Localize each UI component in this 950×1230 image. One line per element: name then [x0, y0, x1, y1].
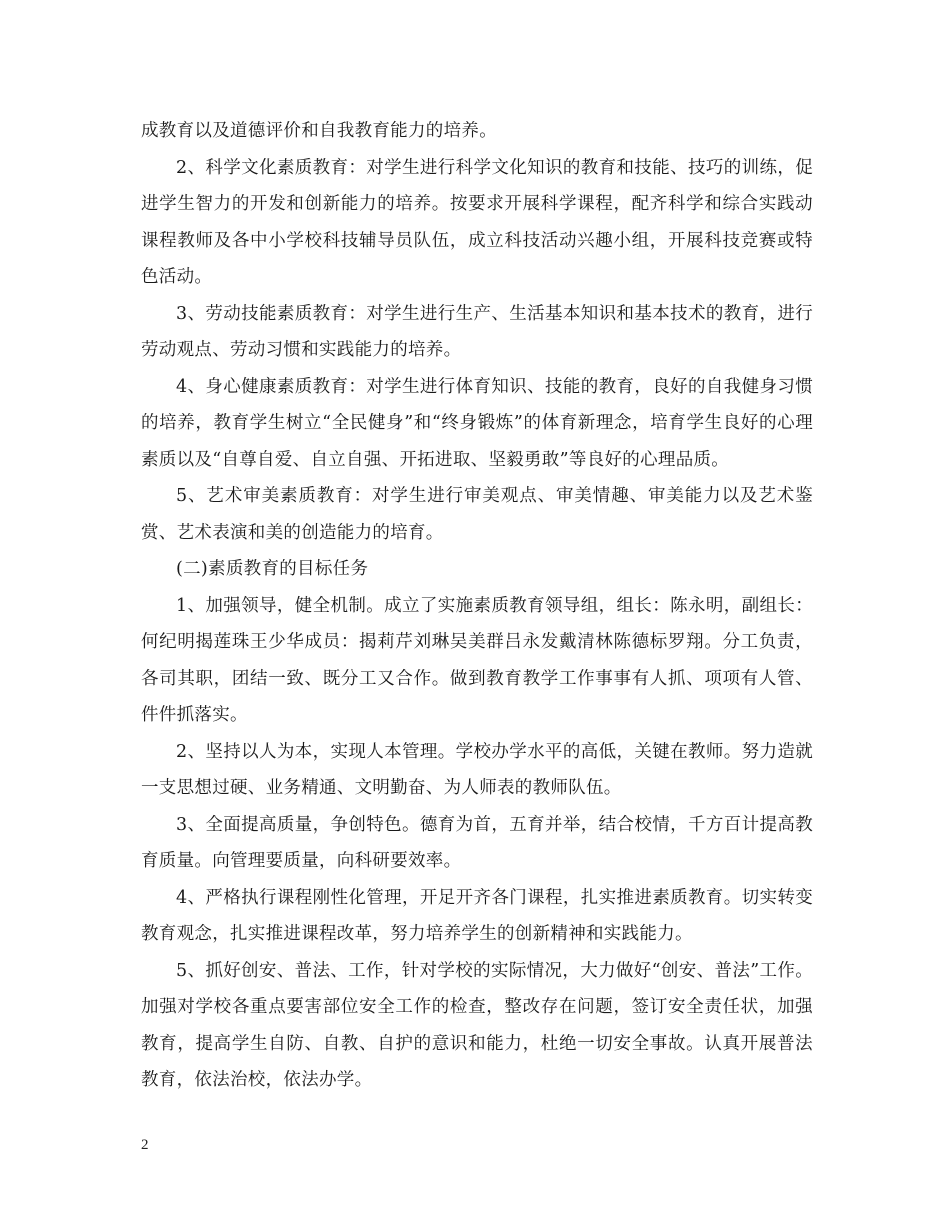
paragraph-safety-law: 5、抓好创安、普法、工作，针对学校的实际情况，大力做好“创安、普法”工作。加强对学校各重点要害部位安全工作的检查，整改存在问题，签订安全责任状，加强教育，提高学生自防、自教、自护的意识和能力，杜绝一切安全事故。认真开展普法教育，依法治校，依法办学。 — [141, 960, 813, 1090]
paragraph-art-aesthetics: 5、艺术审美素质教育：对学生进行审美观点、审美情趣、审美能力以及艺术鉴赏、艺术表演和美的创造能力的培育。 — [141, 486, 813, 543]
paragraph-physical-mental-health: 4、身心健康素质教育：对学生进行体育知识、技能的教育，良好的自我健身习惯的培养，教育学生树立“全民健身”和“终身锻炼”的体育新理念，培育学生良好的心理素质以及“自尊自爱、自立自强、开拓进取、坚毅勇敢”等良好的心理品质。 — [141, 376, 813, 470]
paragraph-leadership: 1、加强领导，健全机制。成立了实施素质教育领导组，组长：陈永明，副组长：何纪明揭莲珠王少华成员：揭莉芹刘琳吴美群吕永发戴清林陈德标罗翔。分工负责，各司其职，团结一致、既分工又合作。做到教育教学工作事事有人抓、项项有人管、件件抓落实。 — [141, 595, 813, 725]
paragraph-science-culture: 2、科学文化素质教育：对学生进行科学文化知识的教育和技能、技巧的训练，促进学生智力的开发和创新能力的培养。按要求开展科学课程，配齐科学和综合实践动课程教师及各中小学校科技辅导员队伍，成立科技活动兴趣小组，开展科技竞赛或特色活动。 — [141, 157, 813, 287]
section-heading-goals: (二)素质教育的目标任务 — [176, 559, 369, 579]
page-number: 2 — [141, 1137, 149, 1153]
paragraph-labor-skills: 3、劳动技能素质教育：对学生进行生产、生活基本知识和基本技术的教育，进行劳动观点、劳动习惯和实践能力的培养。 — [141, 303, 813, 360]
paragraph-quality: 3、全面提高质量，争创特色。德育为首，五育并举，结合校情，千方百计提高教育质量。向管理要质量，向科研要效率。 — [141, 814, 813, 871]
document-body — [141, 113, 813, 1099]
paragraph-curriculum: 4、严格执行课程刚性化管理，开足开齐各门课程，扎实推进素质教育。切实转变教育观念，扎实推进课程改革，努力培养学生的创新精神和实践能力。 — [141, 887, 813, 944]
paragraph-people-oriented: 2、坚持以人为本，实现人本管理。学校办学水平的高低，关键在教师。努力造就一支思想过硬、业务精通、文明勤奋、为人师表的教师队伍。 — [141, 741, 813, 798]
paragraph-continuation: 成教育以及道德评价和自我教育能力的培养。 — [141, 121, 497, 141]
